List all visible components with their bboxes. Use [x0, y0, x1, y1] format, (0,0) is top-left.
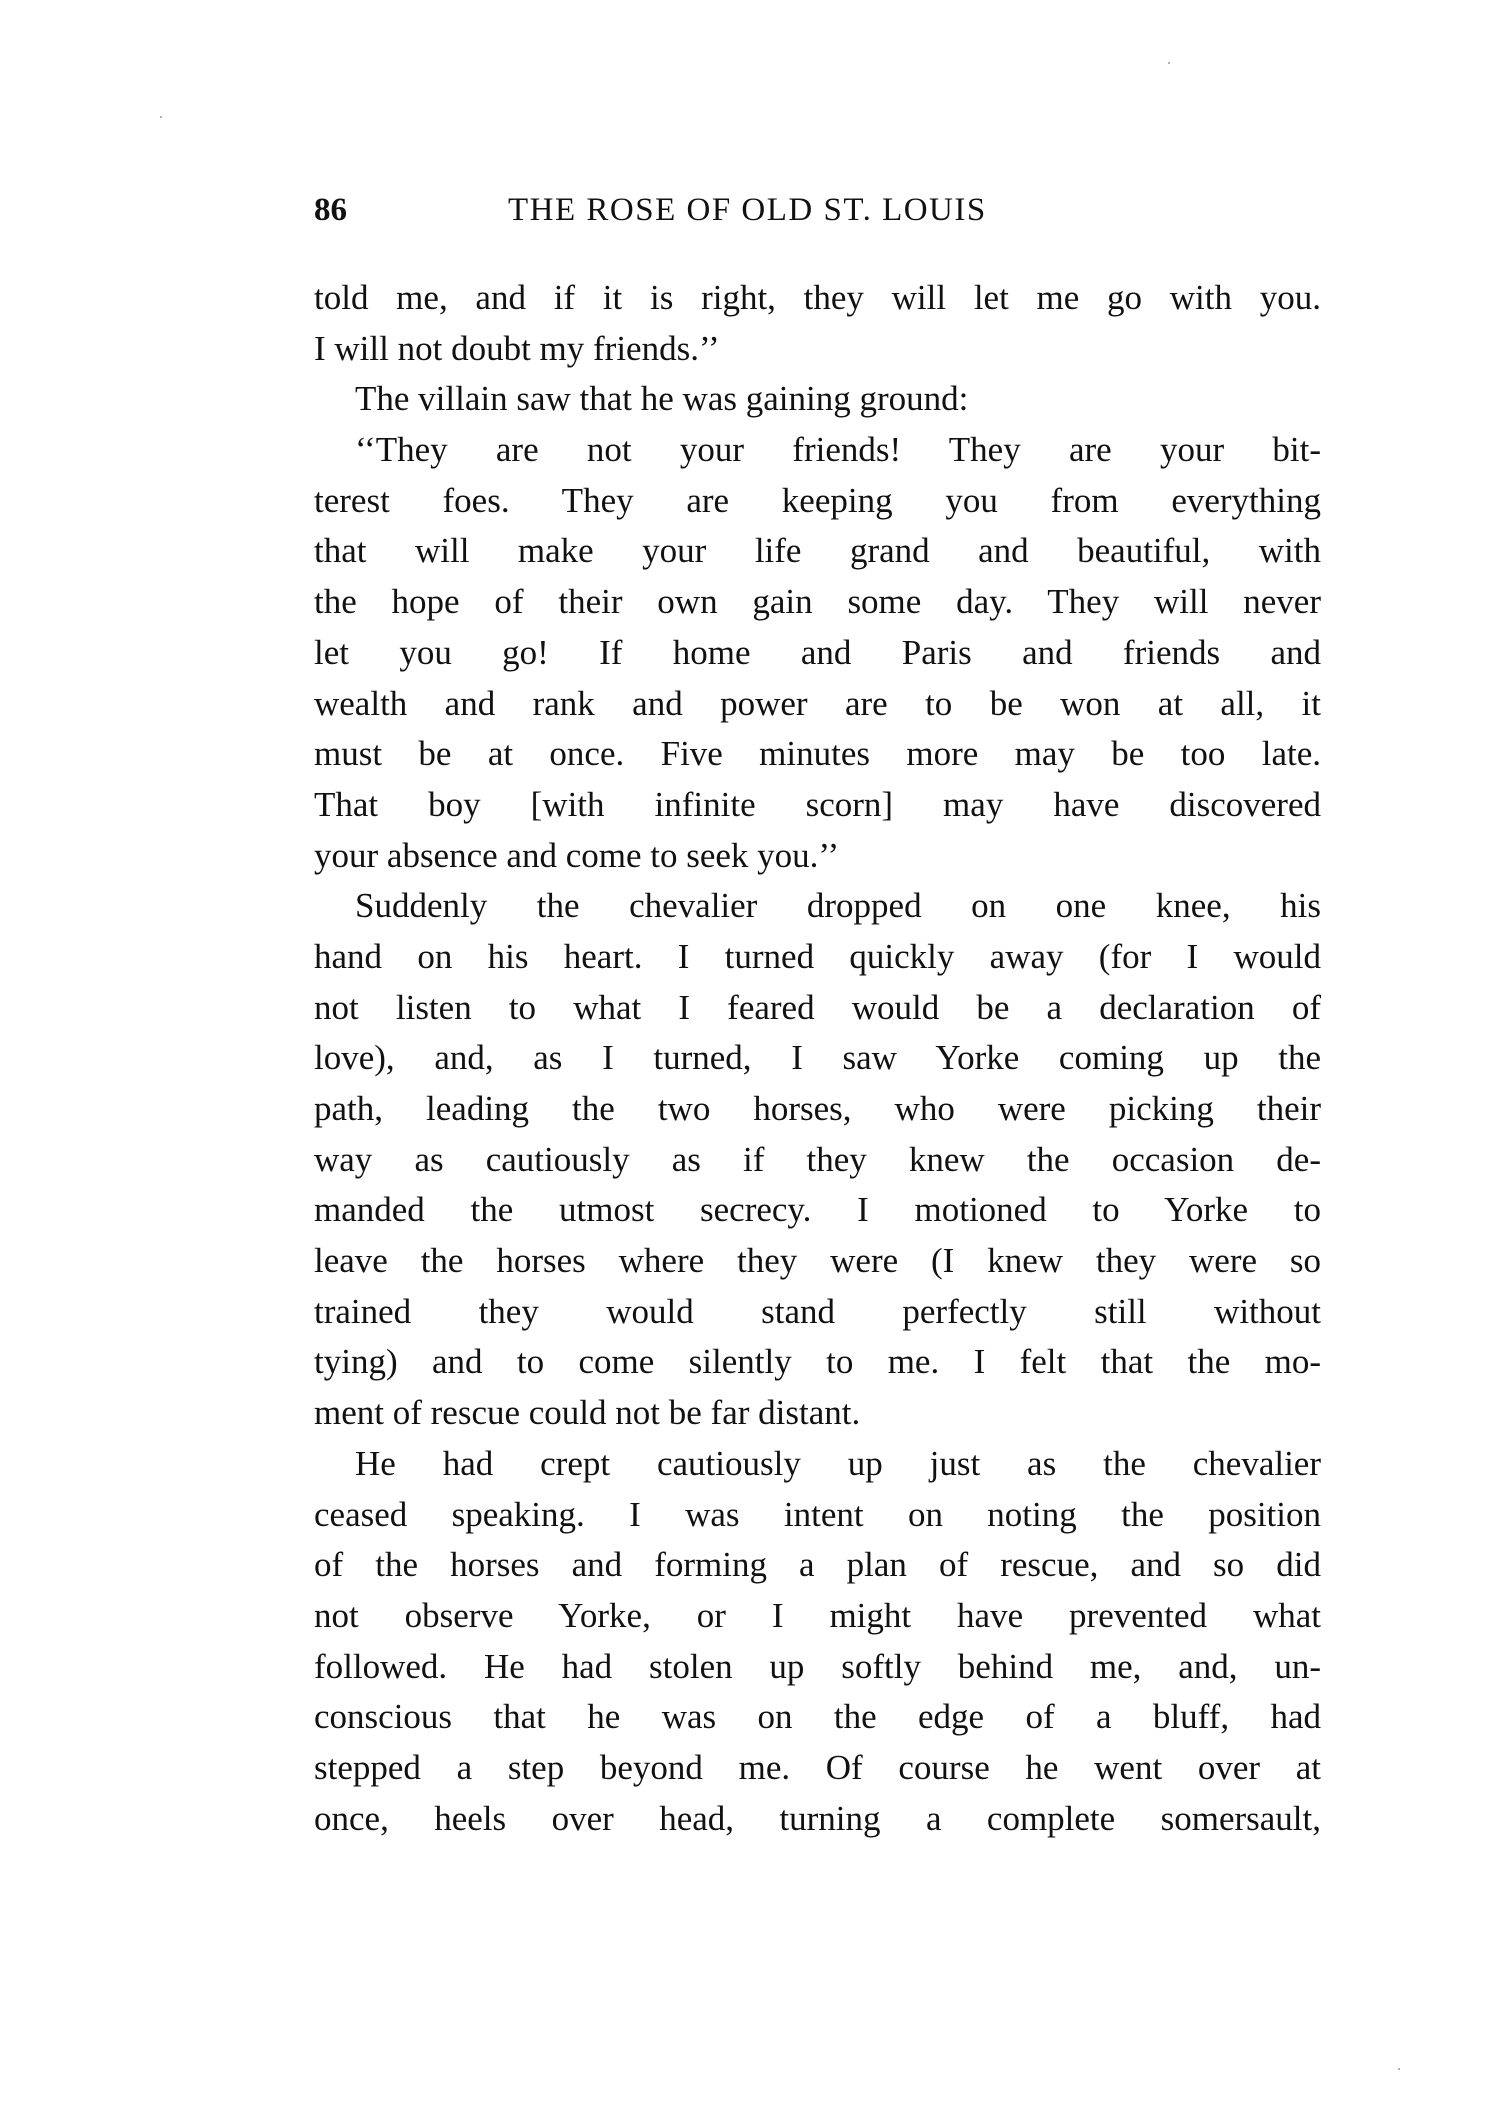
text-line: the hope of their own gain some day. They will never — [314, 582, 1321, 622]
running-title: THE ROSE OF OLD ST. LOUIS — [508, 192, 987, 228]
text-line: your absence and come to seek you.’’ — [314, 835, 840, 875]
text-line: hand on his heart. I turned quickly away (for I would — [314, 936, 1321, 976]
text-line: of the horses and forming a plan of rescue, and so did — [314, 1545, 1321, 1585]
text-line: conscious that he was on the edge of a bluff, had — [314, 1697, 1321, 1737]
text-line: Suddenly the chevalier dropped on one knee, his — [355, 886, 1321, 926]
text-line: told me, and if it is right, they will let me go with you. — [314, 278, 1321, 317]
text-line: manded the utmost secrecy. I motioned to Yorke to — [314, 1190, 1321, 1230]
text-line: let you go! If home and Paris and friends and — [314, 632, 1321, 672]
text-line: followed. He had stolen up softly behind me, and, un- — [314, 1646, 1321, 1686]
text-line: that will make your life grand and beautiful, with — [314, 531, 1321, 571]
page-body-text — [314, 273, 1321, 1844]
text-line: That boy [with infinite scorn] may have discovered — [314, 784, 1321, 824]
running-header — [314, 192, 1324, 240]
text-line: stepped a step beyond me. Of course he went over at — [314, 1747, 1321, 1787]
text-line: not observe Yorke, or I might have prevented what — [314, 1595, 1321, 1635]
text-line: leave the horses where they were (I knew they were so — [314, 1241, 1321, 1281]
text-line: ceased speaking. I was intent on noting the position — [314, 1494, 1321, 1534]
scan-speck — [160, 116, 162, 118]
text-line: path, leading the two horses, who were picking their — [314, 1089, 1321, 1128]
text-line: ment of rescue could not be far distant. — [314, 1393, 861, 1433]
text-line: He had crept cautiously up just as the chevalier — [355, 1443, 1321, 1483]
text-line: tying) and to come silently to me. I felt that the mo- — [314, 1342, 1321, 1382]
text-line: The villain saw that he was gaining ground: — [355, 379, 969, 419]
text-line: must be at once. Five minutes more may be too late. — [314, 734, 1321, 774]
text-line: I will not doubt my friends.’’ — [314, 328, 720, 368]
text-line: trained they would stand perfectly still without — [314, 1291, 1321, 1331]
text-line: terest foes. They are keeping you from everything — [314, 480, 1321, 520]
text-line: once, heels over head, turning a complete somersault, — [314, 1798, 1321, 1838]
scan-speck — [1398, 2068, 1400, 2070]
scan-speck — [1168, 62, 1170, 64]
text-line: not listen to what I feared would be a declaration of — [314, 987, 1321, 1027]
text-line: way as cautiously as if they knew the occasion de- — [314, 1139, 1321, 1179]
text-line: love), and, as I turned, I saw Yorke coming up the — [314, 1038, 1321, 1078]
text-line: ‘‘They are not your friends! They are your bit- — [355, 430, 1321, 470]
page-number: 86 — [314, 192, 347, 228]
text-line: wealth and rank and power are to be won at all, it — [314, 683, 1321, 723]
